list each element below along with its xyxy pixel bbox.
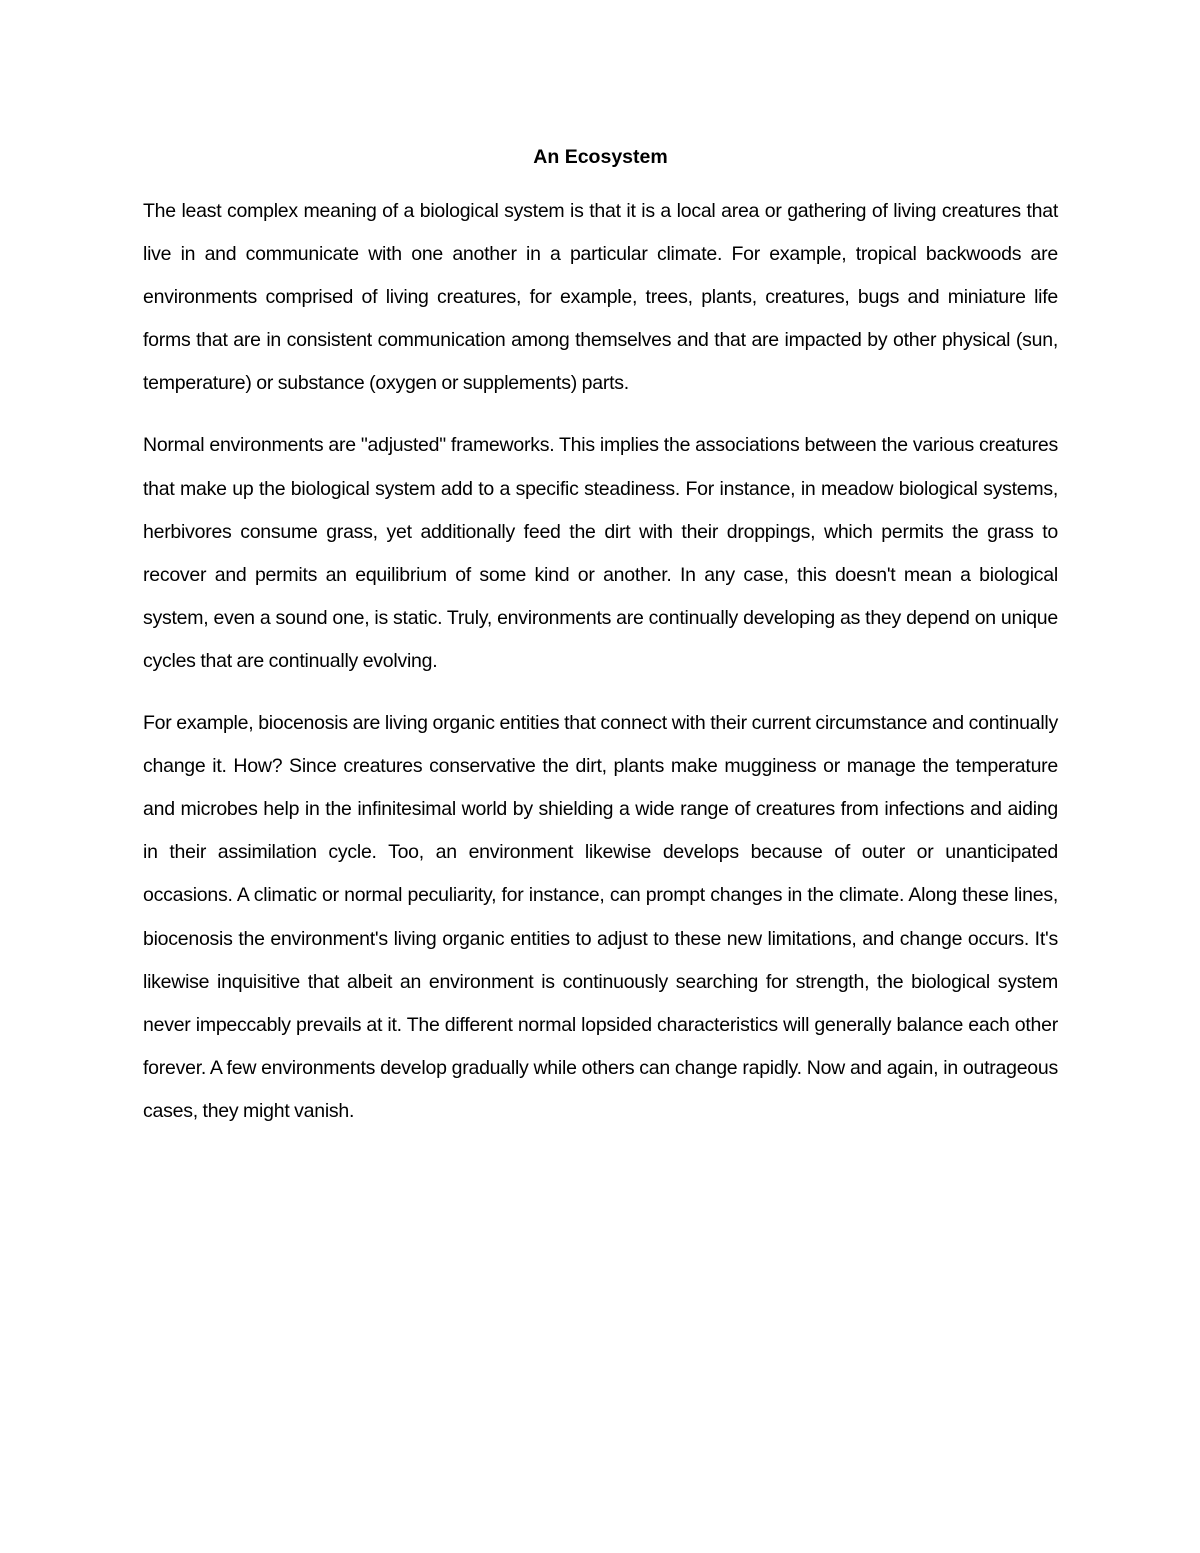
paragraph-2: Normal environments are "adjusted" frameworks. This implies the associations between the various creatures that make up the biological system add to a specific steadiness. For instance, in meadow biological systems, herbivores consume grass, yet additionally feed the dirt with their droppings, which permits the grass to recover and permits an equilibrium of some kind or another. In any case, this doesn't mean a biological system, even a sound one, is static. Truly, environments are continually developing as they depend on unique cycles that are continually evolving. bbox=[143, 434, 1058, 672]
paragraph-3: For example, biocenosis are living organic entities that connect with their current circumstance and continually change it. How? Since creatures conservative the dirt, plants make mugginess or manage the temperature and microbes help in the infinitesimal world by shielding a wide range of creatures from infections and aiding in their assimilation cycle. Too, an environment likewise develops because of outer or unanticipated occasions. A climatic or normal peculiarity, for instance, can prompt changes in the climate. Along these lines, biocenosis the environment's living organic entities to adjust to these new limitations, and change occurs. It's likewise inquisitive that albeit an environment is continuously searching for strength, the biological system never impeccably prevails at it. The different normal lopsided characteristics will generally balance each other forever. A few environments develop gradually while others can change rapidly. Now and again, in outrageous cases, they might vanish. bbox=[143, 712, 1058, 1122]
paragraph-1: The least complex meaning of a biological system is that it is a local area or gathering of living creatures that live in and communicate with one another in a particular climate. For example, tropical backwoods are environments comprised of living creatures, for example, trees, plants, creatures, bugs and miniature life forms that are in consistent communication among themselves and that are impacted by other physical (sun, temperature) or substance (oxygen or supplements) parts. bbox=[143, 200, 1058, 395]
document-body bbox=[143, 142, 1058, 1152]
document-title: An Ecosystem bbox=[533, 146, 668, 168]
